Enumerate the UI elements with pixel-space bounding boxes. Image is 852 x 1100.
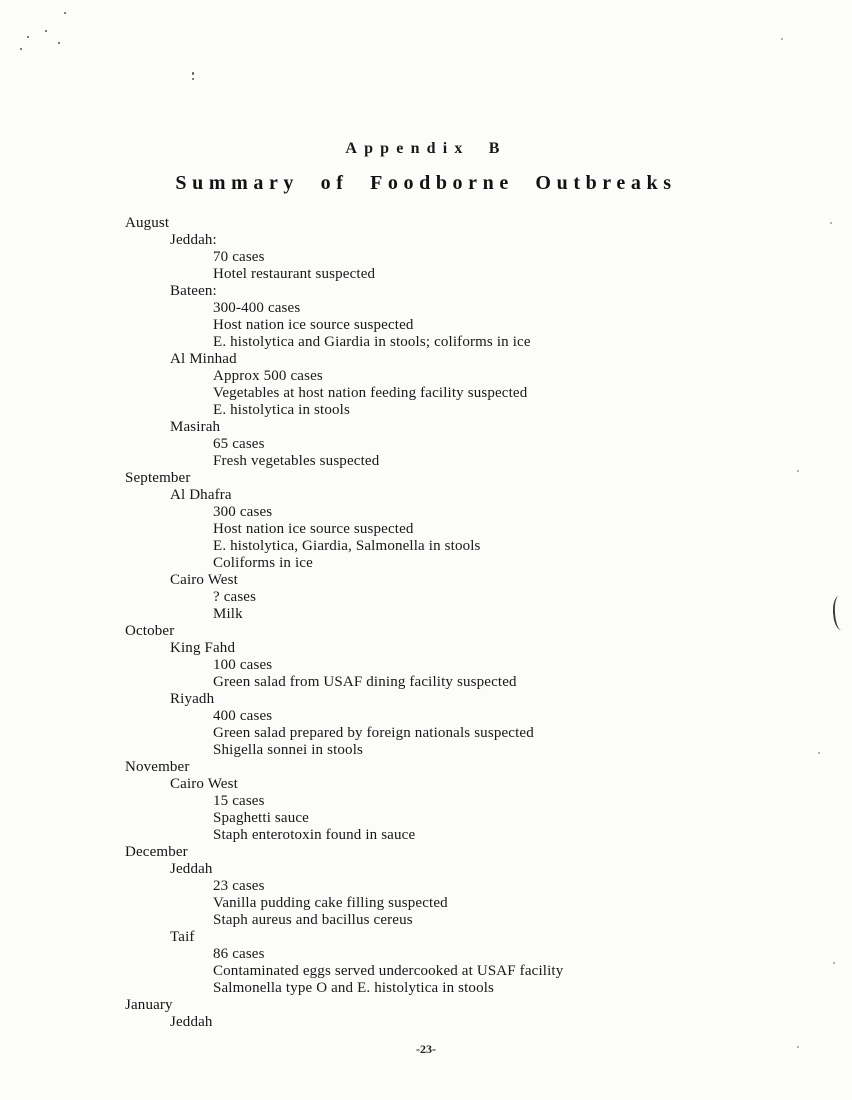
outbreak-detail: Vanilla pudding cake filling suspected	[213, 895, 448, 911]
location-name: Al Minhad	[170, 351, 237, 367]
scan-speckle	[830, 222, 832, 224]
scan-speckle	[781, 38, 783, 40]
location-name: Cairo West	[170, 572, 238, 588]
location-name: Cairo West	[170, 776, 238, 792]
outbreak-detail: Spaghetti sauce	[213, 810, 309, 826]
outbreak-detail: Salmonella type O and E. histolytica in stools	[213, 980, 495, 996]
outbreak-detail: Milk	[213, 606, 243, 622]
scan-speckle	[58, 42, 60, 44]
outbreak-detail: 100 cases	[213, 657, 273, 673]
month-heading: September	[125, 470, 191, 486]
scan-speckle	[64, 12, 66, 14]
outbreak-detail: E. histolytica in stools	[213, 402, 350, 418]
outbreak-detail: Shigella sonnei in stools	[213, 742, 363, 758]
scan-speckle	[818, 752, 820, 754]
location-name: Taif	[170, 929, 195, 945]
document-title: Summary of Foodborne Outbreaks	[175, 172, 677, 194]
outbreak-detail: Vegetables at host nation feeding facility suspected	[213, 385, 528, 401]
location-name: King Fahd	[170, 640, 236, 656]
month-heading: August	[125, 215, 170, 231]
scan-speckle	[20, 48, 22, 50]
scan-speckle	[797, 470, 799, 472]
outbreak-detail: Host nation ice source suspected	[213, 317, 414, 333]
outbreak-detail: Coliforms in ice	[213, 555, 313, 571]
location-name: Jeddah:	[170, 232, 217, 248]
location-name: Jeddah	[170, 1014, 213, 1030]
scan-speckle	[45, 30, 47, 32]
outbreak-detail: 70 cases	[213, 249, 265, 265]
location-name: Riyadh	[170, 691, 215, 707]
outbreak-detail: Contaminated eggs served undercooked at USAF facility	[213, 963, 564, 979]
scan-speckle	[833, 962, 835, 964]
location-name: Al Dhafra	[170, 487, 232, 503]
scan-speckle	[192, 78, 194, 80]
location-name: Masirah	[170, 419, 221, 435]
page-number: -23-	[416, 1042, 436, 1056]
location-name: Jeddah	[170, 861, 213, 877]
appendix-heading: Appendix B	[345, 140, 507, 157]
outbreak-detail: Green salad from USAF dining facility suspected	[213, 674, 517, 690]
outbreak-detail: 23 cases	[213, 878, 265, 894]
location-name: Bateen:	[170, 283, 217, 299]
scan-speckle	[192, 72, 194, 75]
outbreak-detail: 65 cases	[213, 436, 265, 452]
outbreak-detail: Staph aureus and bacillus cereus	[213, 912, 413, 928]
scan-speckle	[797, 1046, 799, 1048]
outbreak-detail: 400 cases	[213, 708, 273, 724]
month-heading: January	[125, 997, 173, 1013]
outbreak-detail: E. histolytica, Giardia, Salmonella in stools	[213, 538, 481, 554]
outbreak-detail: E. histolytica and Giardia in stools; coliforms in ice	[213, 334, 531, 350]
outbreak-detail: 15 cases	[213, 793, 265, 809]
outbreak-outline	[0, 215, 852, 1031]
outbreak-detail: 300 cases	[213, 504, 273, 520]
outbreak-detail: ? cases	[213, 589, 257, 605]
outbreak-detail: Host nation ice source suspected	[213, 521, 414, 537]
month-heading: October	[125, 623, 175, 639]
outbreak-detail: 86 cases	[213, 946, 265, 962]
outbreak-detail: Staph enterotoxin found in sauce	[213, 827, 416, 843]
outbreak-detail: Hotel restaurant suspected	[213, 266, 376, 282]
scan-speckle	[27, 36, 29, 38]
outbreak-detail: Approx 500 cases	[213, 368, 323, 384]
outbreak-detail: Fresh vegetables suspected	[213, 453, 380, 469]
month-heading: December	[125, 844, 188, 860]
month-heading: November	[125, 759, 190, 775]
outbreak-detail: 300-400 cases	[213, 300, 301, 316]
outbreak-detail: Green salad prepared by foreign nationals suspected	[213, 725, 534, 741]
